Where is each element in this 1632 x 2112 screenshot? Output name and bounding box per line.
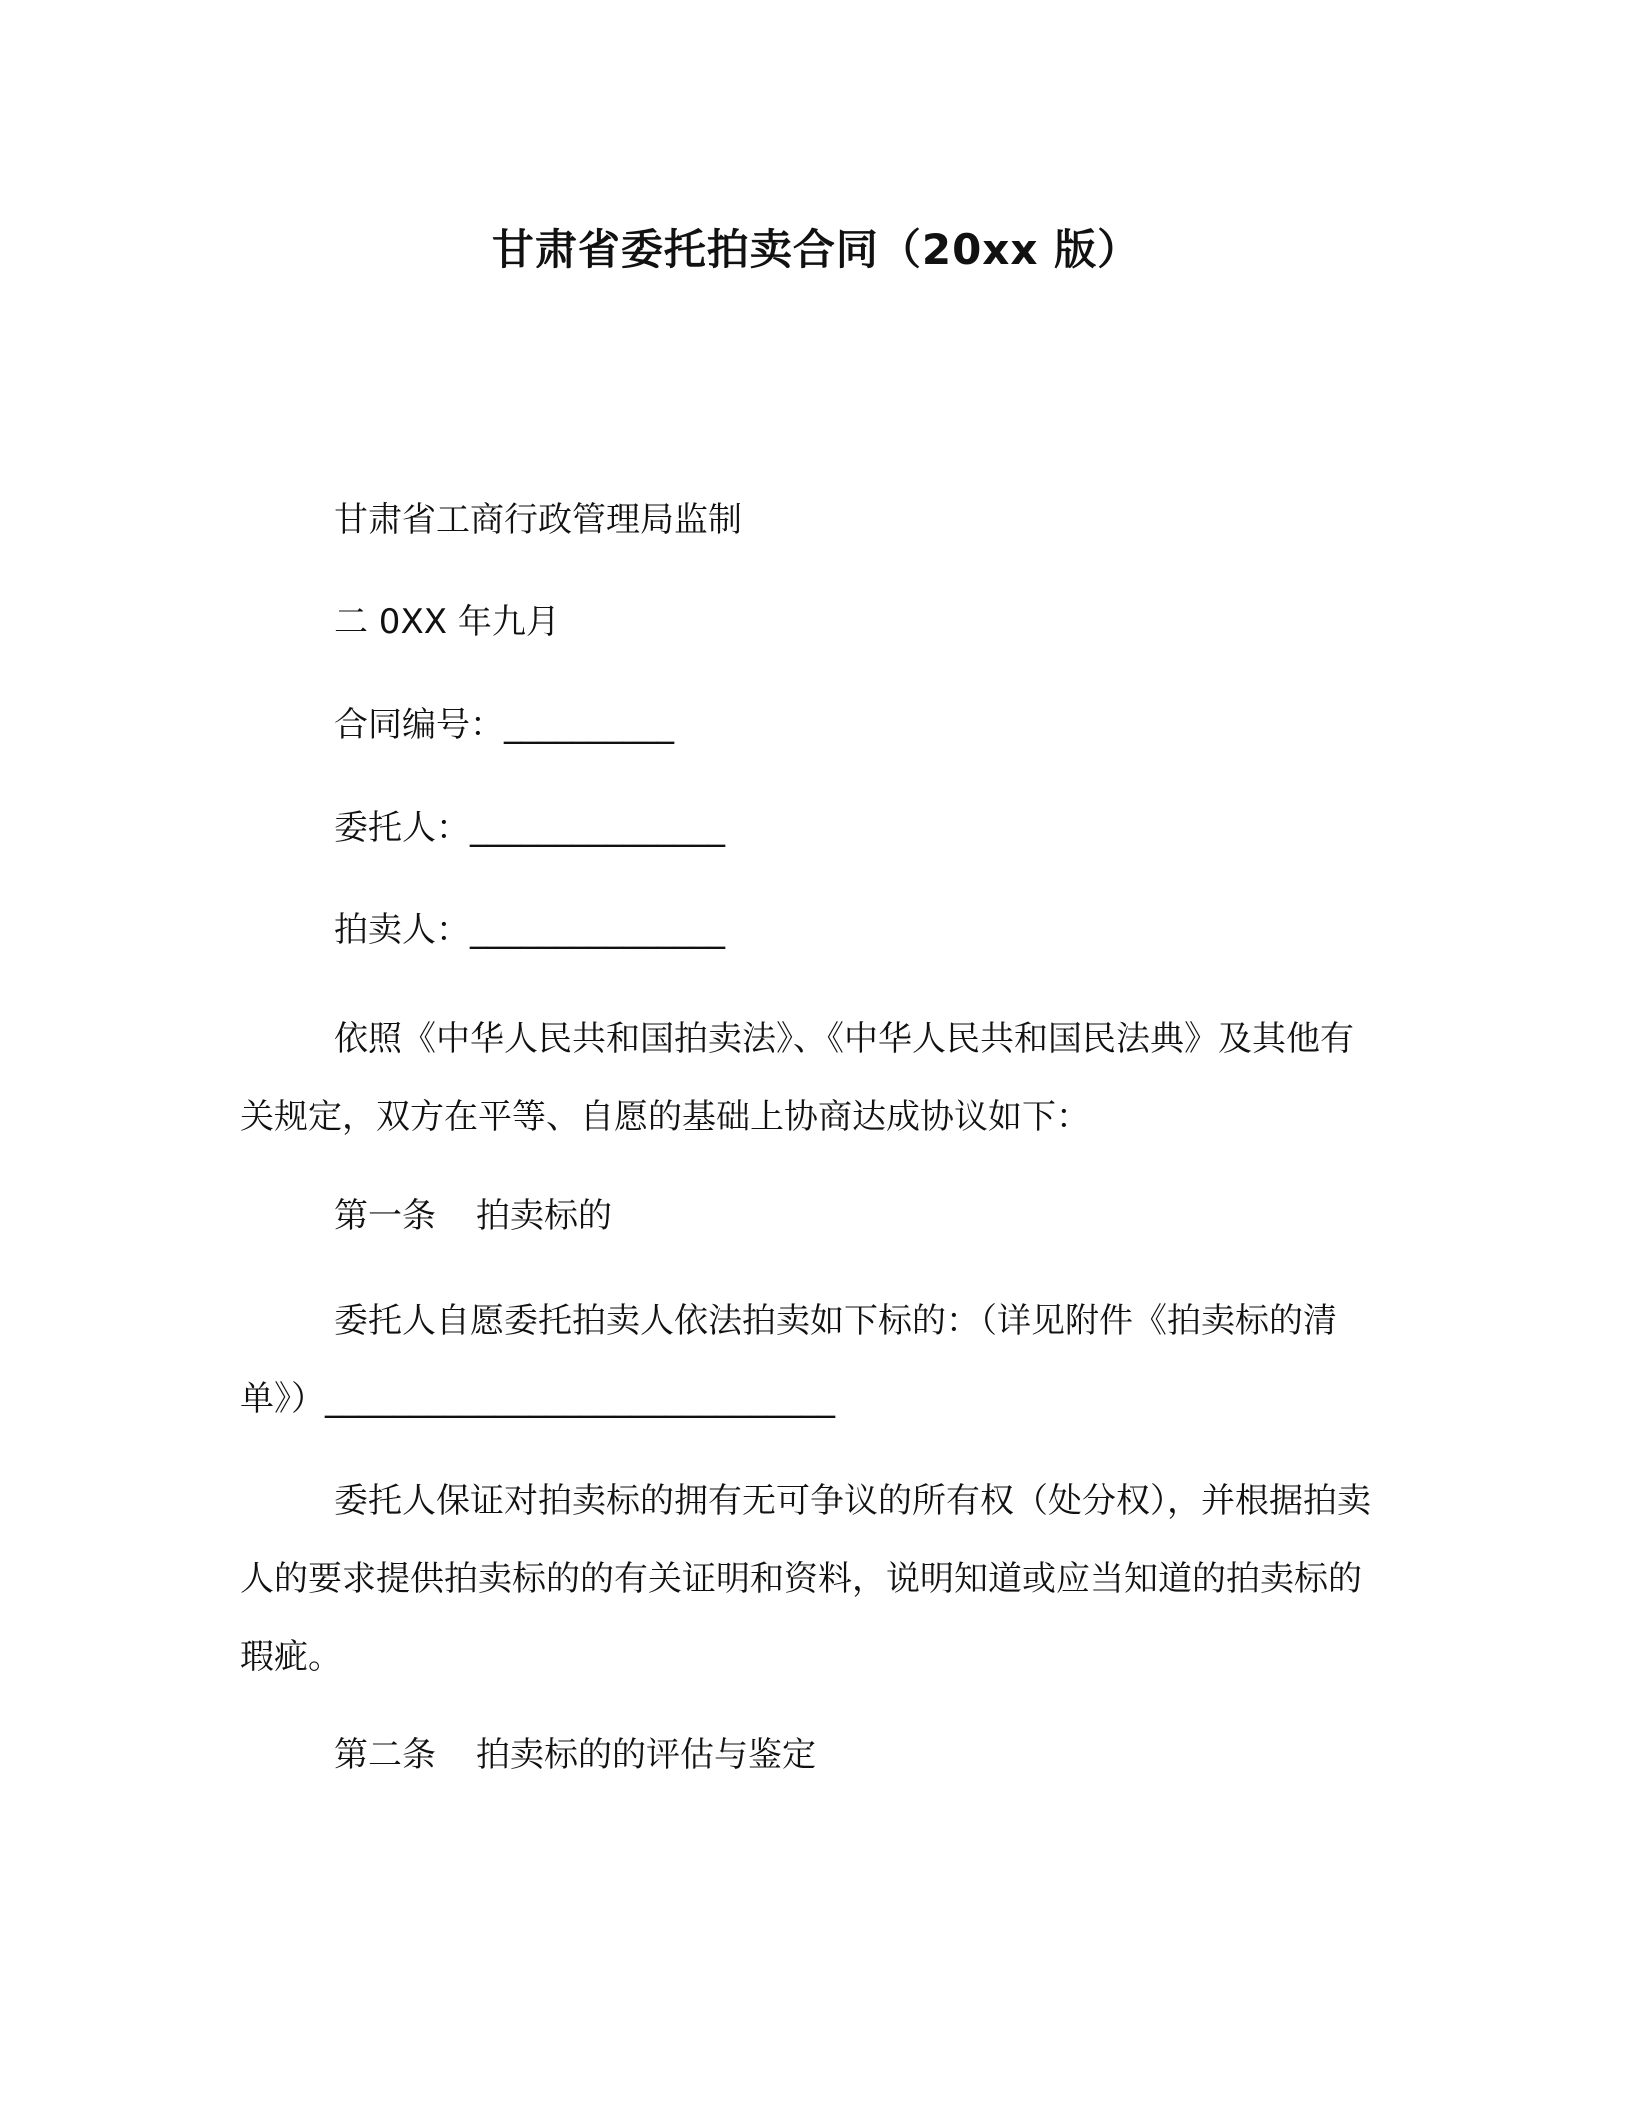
intro-paragraph: 依照《中华人民共和国拍卖法》、《中华人民共和国民法典》及其他有关规定，双方在平等、自愿的基础上协商达成协议如下： <box>240 1019 1354 1137</box>
article-1-paragraph-1: 委托人自愿委托拍卖人依法拍卖如下标的：（详见附件《拍卖标的清单》）______________________________ <box>240 1301 1337 1419</box>
article-1-number: 第一条 <box>334 1196 436 1236</box>
article-2-number: 第二条 <box>334 1735 436 1775</box>
document-title: 甘肃省委托拍卖合同（20xx 版） <box>491 225 1141 274</box>
article-2-title: 拍卖标的的评估与鉴定 <box>476 1735 816 1775</box>
article-1-heading <box>334 1193 612 1239</box>
contract-number-field: 合同编号：__________ <box>334 705 674 745</box>
article-1-paragraph-2: 委托人保证对拍卖标的拥有无可争议的所有权（处分权），并根据拍卖人的要求提供拍卖标的的有关证明和资料，说明知道或应当知道的拍卖标的瑕疵。 <box>240 1481 1371 1677</box>
date-line: 二 0XX 年九月 <box>334 602 560 642</box>
article-2-heading <box>334 1732 816 1778</box>
article-1-title: 拍卖标的 <box>476 1196 612 1236</box>
issuer-line: 甘肃省工商行政管理局监制 <box>334 500 742 540</box>
principal-field: 委托人：_______________ <box>334 808 725 848</box>
auctioneer-field: 拍卖人：_______________ <box>334 910 725 950</box>
